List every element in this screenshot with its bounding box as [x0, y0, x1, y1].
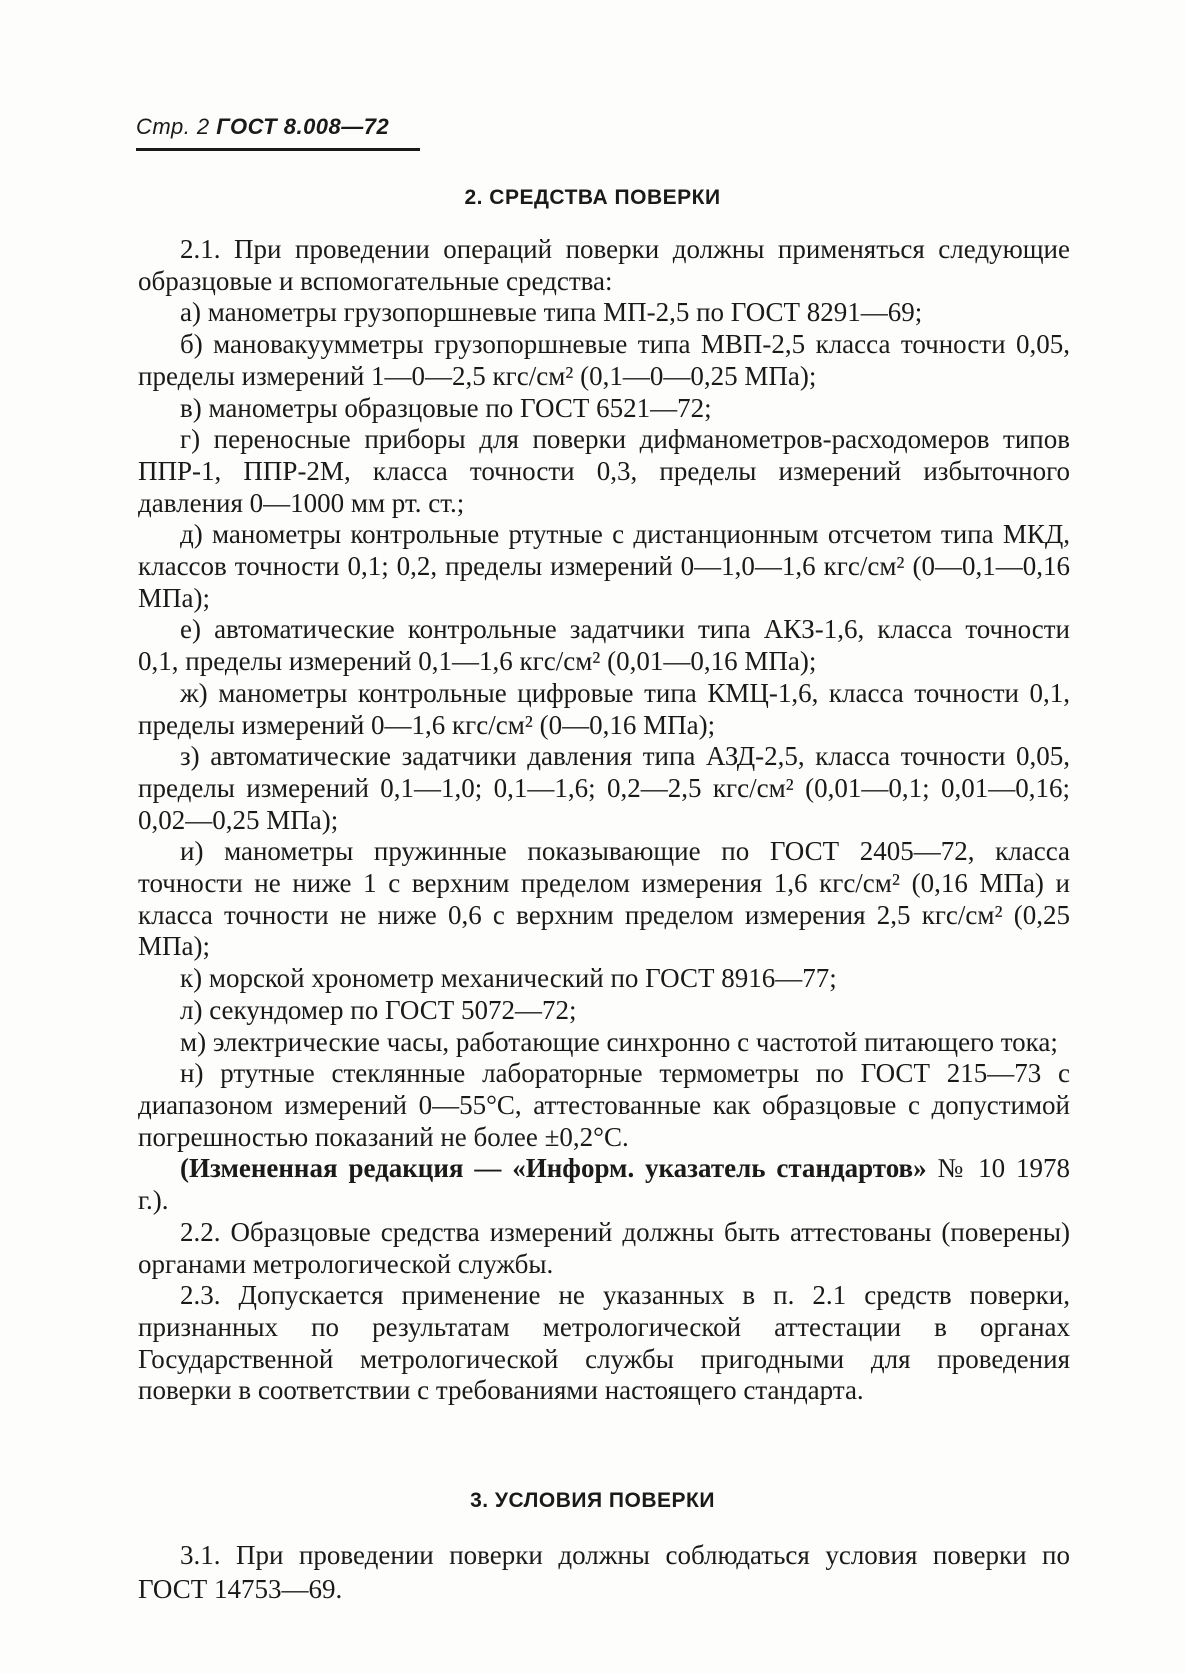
list-item-i: и) манометры пружинные показывающие по ГОСТ 2405—72, класса точности не ниже 1 с верхним пределом измерения 1,6 кгс/см² (0,16 МПа) и класса точности не ниже 0,6 с верхним пределом измерения 2,5 кгс/см² (0,25 МПа);: [138, 836, 1070, 962]
standard-number: ГОСТ 8.008—72: [216, 114, 390, 139]
list-item-d: д) манометры контрольные ртутные с дистанционным отсчетом типа МКД, классов точности 0,1; 0,2, пределы измерений 0—1,0—1,6 кгс/см² (0—0,1—0,16 МПа);: [138, 519, 1070, 613]
section-2-title: 2. СРЕДСТВА ПОВЕРКИ: [464, 186, 721, 209]
list-item-l: л) секундомер по ГОСТ 5072—72;: [180, 994, 577, 1025]
edition-note: [138, 1153, 1070, 1216]
list-item-b: б) мановакуумметры грузопоршневые типа МВП-2,5 класса точности 0,05, пределы измерений 1—0—2,5 кгс/см² (0,1—0—0,25 МПа);: [138, 329, 1070, 391]
edition-note-ref: № 10 1978 г.).: [138, 1153, 1071, 1216]
list-item-k: к) морской хронометр механический по ГОСТ 8916—77;: [180, 963, 837, 994]
list-item-n: н) ртутные стеклянные лабораторные термометры по ГОСТ 215—73 с диапазоном измерений 0—55°С, аттестованные как образцовые с допустимой погрешностью показаний не более ±0,2°С.: [138, 1058, 1070, 1152]
edition-note-bold: (Измененная редакция — «Информ. указатель стандартов»: [180, 1153, 927, 1184]
list-item-a: а) манометры грузопоршневые типа МП-2,5 по ГОСТ 8291—69;: [180, 297, 923, 328]
header-rule: [136, 148, 420, 151]
list-item-m: м) электрические часы, работающие синхронно с частотой питающего тока;: [180, 1026, 1058, 1057]
page-number: Стр. 2: [136, 114, 210, 139]
list-item-v: в) манометры образцовые по ГОСТ 6521—72;: [180, 392, 712, 423]
list-item-g: г) переносные приборы для поверки дифманометров-расходомеров типов ППР-1, ППР-2М, класса точности 0,3, пределы измерений избыточного давления 0—1000 мм рт. ст.;: [138, 424, 1070, 518]
paragraph-3-1: 3.1. При проведении поверки должны соблюдаться условия поверки по ГОСТ 14753—69.: [138, 1540, 1070, 1604]
list-item-z: з) автоматические задатчики давления типа АЗД-2,5, класса точности 0,05, пределы измерений 0,1—1,0; 0,1—1,6; 0,2—2,5 кгс/см² (0,01—0,1; 0,01—0,16; 0,02—0,25 МПа);: [138, 741, 1070, 835]
section-3-title: 3. УСЛОВИЯ ПОВЕРКИ: [470, 1489, 715, 1512]
paragraph-2-2: 2.2. Образцовые средства измерений должны быть аттестованы (поверены) органами метрологической службы.: [138, 1216, 1070, 1279]
list-item-e: е) автоматические контрольные задатчики типа АКЗ-1,6, класса точности 0,1, пределы измерений 0,1—1,6 кгс/см² (0,01—0,16 МПа);: [138, 614, 1070, 677]
paragraph-2-3: 2.3. Допускается применение не указанных в п. 2.1 средств поверки, признанных по результатам метрологической аттестации в органах Государственной метрологической службы пригодными для проведения поверки в соответствии с требованиями настоящего стандарта.: [138, 1280, 1070, 1406]
section-3-body: [138, 1538, 1070, 1606]
paragraph-2-1: 2.1. При проведении операций поверки должны применяться следующие образцовые и вспомогательные средства:: [138, 234, 1070, 296]
section-2-body: [138, 234, 1070, 1407]
page-header: [136, 114, 389, 140]
list-item-zh: ж) манометры контрольные цифровые типа КМЦ-1,6, класса точности 0,1, пределы измерений 0—1,6 кгс/см² (0—0,16 МПа);: [138, 677, 1070, 740]
